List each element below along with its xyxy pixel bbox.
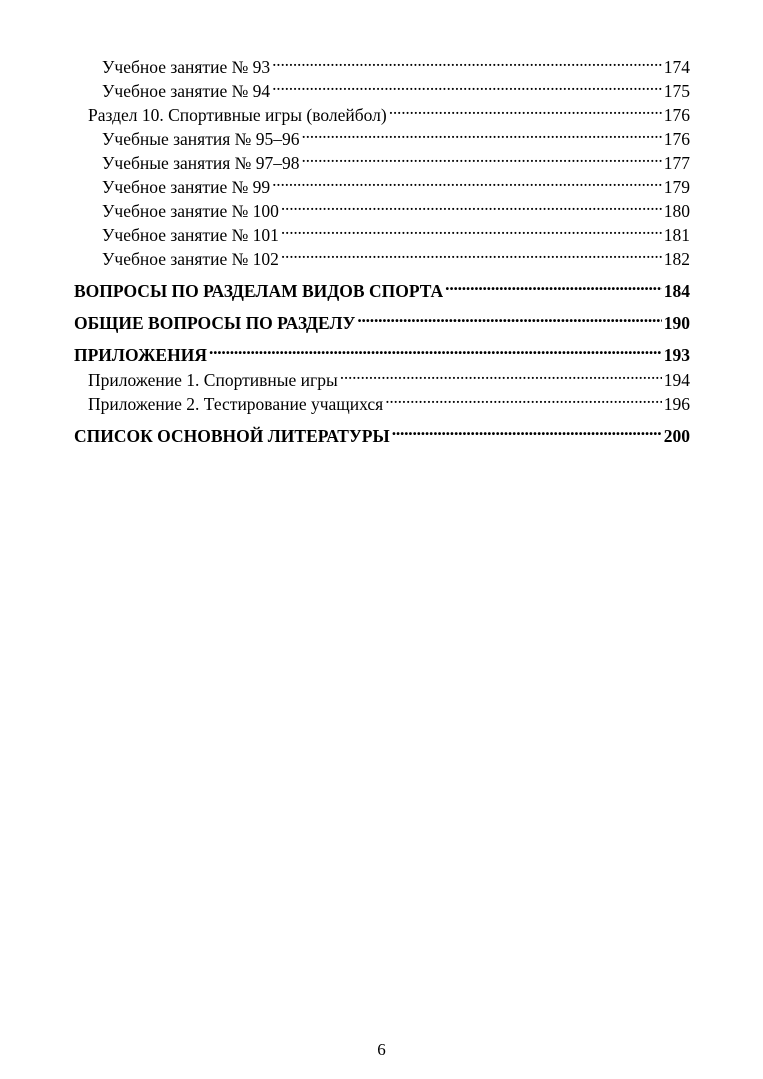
toc-leader-dots bbox=[281, 199, 662, 217]
toc-chapter-entry bbox=[74, 311, 690, 335]
toc-entry-page: 200 bbox=[663, 425, 690, 446]
toc-entry-page: 194 bbox=[663, 369, 690, 390]
toc-entry-label: Учебное занятие № 101 bbox=[102, 224, 279, 245]
toc-leader-dots bbox=[389, 103, 662, 121]
toc-entry-label: Раздел 10. Спортивные игры (волейбол) bbox=[88, 104, 387, 125]
toc-entry-page: 179 bbox=[663, 176, 690, 197]
table-of-contents bbox=[74, 55, 690, 449]
toc-entry-page: 182 bbox=[663, 248, 690, 269]
toc-entry bbox=[74, 175, 690, 199]
toc-entry-page: 184 bbox=[663, 280, 690, 301]
toc-section-entry bbox=[74, 103, 690, 127]
toc-entry bbox=[74, 127, 690, 151]
toc-leader-dots bbox=[301, 127, 661, 145]
toc-leader-dots bbox=[281, 247, 662, 265]
toc-entry bbox=[74, 79, 690, 103]
toc-leader-dots bbox=[209, 343, 662, 361]
toc-entry-label: Учебное занятие № 99 bbox=[102, 176, 271, 197]
toc-entry-label: Учебное занятие № 100 bbox=[102, 200, 279, 221]
toc-section-entry bbox=[74, 392, 690, 416]
toc-entry-label: СПИСОК ОСНОВНОЙ ЛИТЕРАТУРЫ bbox=[74, 425, 390, 446]
toc-chapter-entry bbox=[74, 424, 690, 448]
page-number: 6 bbox=[377, 1040, 386, 1059]
toc-entry-page: 196 bbox=[663, 393, 690, 414]
toc-entry bbox=[74, 55, 690, 79]
toc-entry-page: 175 bbox=[663, 80, 690, 101]
toc-entry-label: ПРИЛОЖЕНИЯ bbox=[74, 344, 207, 365]
toc-entry-label: Приложение 2. Тестирование учащихся bbox=[88, 393, 384, 414]
toc-entry-label: ОБЩИЕ ВОПРОСЫ ПО РАЗДЕЛУ bbox=[74, 312, 356, 333]
toc-chapter-entry bbox=[74, 343, 690, 367]
toc-entry-page: 176 bbox=[663, 104, 690, 125]
toc-entry-label: Учебное занятие № 102 bbox=[102, 248, 279, 269]
toc-entry bbox=[74, 151, 690, 175]
toc-entry-label: Приложение 1. Спортивные игры bbox=[88, 369, 338, 390]
toc-entry bbox=[74, 247, 690, 271]
toc-entry-label: Учебные занятия № 97–98 bbox=[102, 152, 300, 173]
toc-entry-label: Учебные занятия № 95–96 bbox=[102, 128, 300, 149]
toc-leader-dots bbox=[281, 223, 662, 241]
toc-entry bbox=[74, 199, 690, 223]
toc-leader-dots bbox=[272, 175, 662, 193]
toc-entry-page: 174 bbox=[663, 56, 690, 77]
toc-entry-label: Учебное занятие № 93 bbox=[102, 56, 271, 77]
toc-entry-label: ВОПРОСЫ ПО РАЗДЕЛАМ ВИДОВ СПОРТА bbox=[74, 280, 444, 301]
toc-entry bbox=[74, 223, 690, 247]
toc-leader-dots bbox=[301, 151, 661, 169]
toc-entry-page: 177 bbox=[663, 152, 690, 173]
toc-section-entry bbox=[74, 368, 690, 392]
toc-chapter-entry bbox=[74, 279, 690, 303]
toc-leader-dots bbox=[445, 279, 662, 297]
toc-entry-page: 193 bbox=[663, 344, 690, 365]
toc-leader-dots bbox=[340, 368, 662, 386]
toc-leader-dots bbox=[272, 79, 662, 97]
toc-entry-page: 190 bbox=[663, 312, 690, 333]
toc-leader-dots bbox=[392, 424, 662, 442]
toc-entry-page: 181 bbox=[663, 224, 690, 245]
toc-leader-dots bbox=[357, 311, 661, 329]
toc-entry-page: 176 bbox=[663, 128, 690, 149]
toc-leader-dots bbox=[272, 55, 662, 73]
toc-entry-page: 180 bbox=[663, 200, 690, 221]
toc-entry-label: Учебное занятие № 94 bbox=[102, 80, 271, 101]
toc-leader-dots bbox=[385, 392, 662, 410]
